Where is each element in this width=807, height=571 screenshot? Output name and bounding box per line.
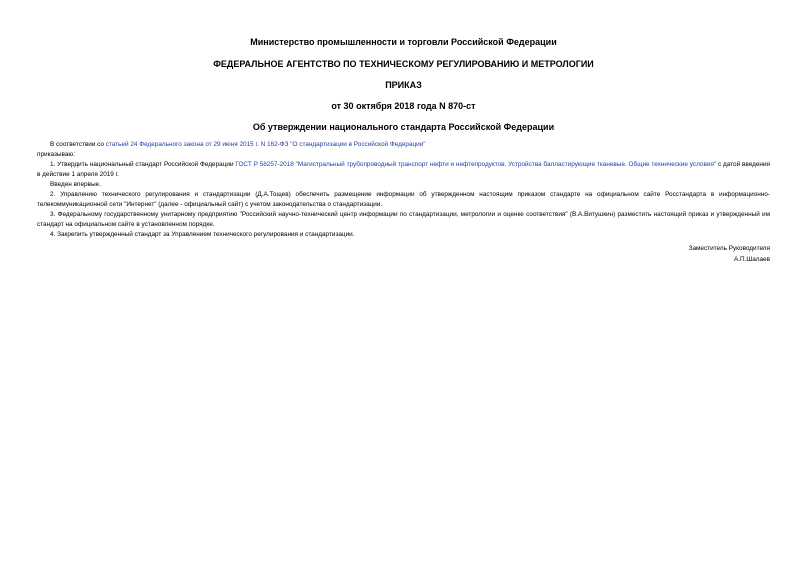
signature-block <box>37 243 770 265</box>
agency-title: ФЕДЕРАЛЬНОЕ АГЕНТСТВО ПО ТЕХНИЧЕСКОМУ РЕГУЛИРОВАНИЮ И МЕТРОЛОГИИ <box>213 59 594 69</box>
item-1-text: 1. Утвердить национальный стандарт Российской Федерации <box>50 161 236 168</box>
document-page <box>37 30 770 265</box>
federal-law-link[interactable]: статьей 24 Федерального закона от 29 июня 2015 г. N 162-ФЗ "О стандартизации в Российской Федерации" <box>105 141 426 148</box>
preamble-text: В соответствии со <box>50 141 106 148</box>
item-1-text-after: с датой введения в действие 1 апреля 2019 г. <box>37 161 770 178</box>
signatory-position: Заместитель Руководителя <box>688 245 770 252</box>
preamble-paragraph <box>37 140 770 150</box>
signatory-name: А.П.Шалаев <box>733 256 770 263</box>
document-subject: Об утверждении национального стандарта Российской Федерации <box>252 122 555 132</box>
gost-standard-link[interactable]: ГОСТ Р 58257-2018 "Магистральный трубопроводный транспорт нефти и нефтепродуктов. Устройства балластирующие тканевые. Общие технические условия" <box>235 161 717 168</box>
document-date: от 30 октября 2018 года N 870-ст <box>331 101 476 111</box>
item-1-paragraph <box>37 160 770 180</box>
document-type: ПРИКАЗ <box>385 80 422 90</box>
order-word: приказываю: <box>37 151 75 158</box>
item-3-paragraph: 3. Федеральному государственному унитарному предприятию "Российский научно-технический центр информации по стандартизации, метрологии и оценке соответствия" (В.А.Витушкин) разместить настоящий приказ и утвержденный им стандарт на официальном сайте в установленном порядке. <box>37 211 770 228</box>
document-body <box>37 140 770 240</box>
item-4-paragraph: 4. Закрепить утвержденный стандарт за Управлением технического регулирования и стандартизации. <box>50 231 355 238</box>
introduced-note: Введен впервые. <box>50 181 101 188</box>
ministry-title: Министерство промышленности и торговли Российской Федерации <box>250 37 557 47</box>
item-2-paragraph: 2. Управлению технического регулирования и стандартизации (Д.А.Тощев) обеспечить размещение информации об утвержденном настоящим приказом стандарте на официальном сайте Росстандарта в информационно-телекоммуникационной сети "Интернет" (далее - официальный сайт) с учетом законодательства о стандартизации. <box>37 191 770 208</box>
